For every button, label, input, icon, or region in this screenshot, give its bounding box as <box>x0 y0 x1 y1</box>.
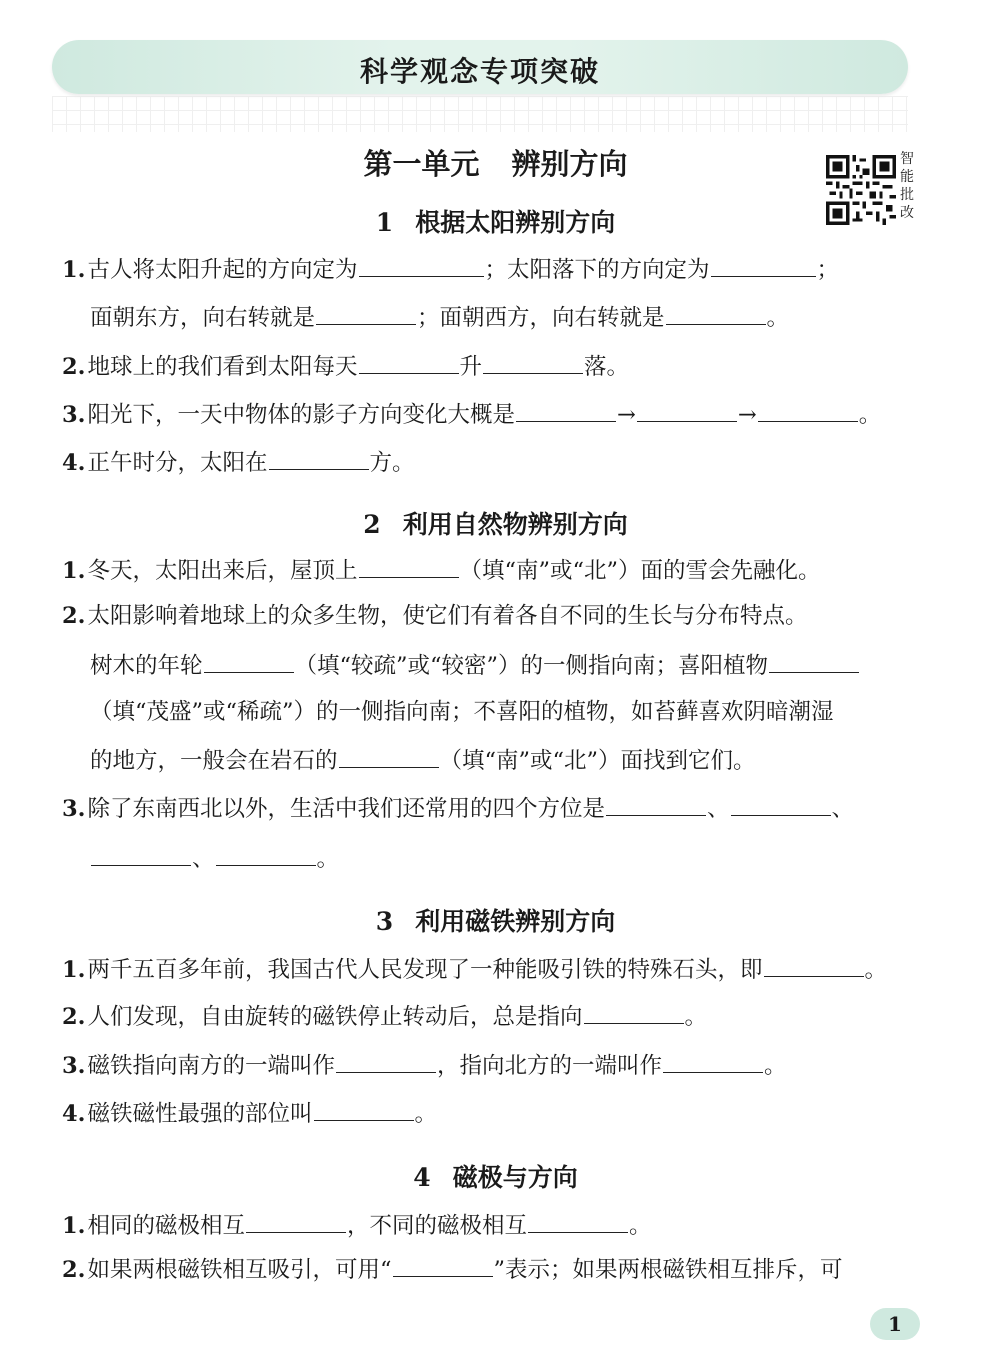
section-title: 2 利用自然物辨别方向 <box>363 510 628 539</box>
question-line: 2.人们发现，自由旋转的磁铁停止转动后，总是指向 。 <box>62 1001 707 1032</box>
answer-blank[interactable] <box>758 399 858 422</box>
answer-blank[interactable] <box>393 1254 493 1277</box>
question-line: 的地方，一般会在岩石的 （填“南”或“北”）面找到它们。 <box>90 745 756 776</box>
question-line: 3.阳光下，一天中物体的影子方向变化大概是 → → 。 <box>62 399 881 430</box>
question-line: 面朝东方，向右转就是 ；面朝西方，向右转就是 。 <box>90 302 789 333</box>
question-line: 、 。 <box>90 843 339 874</box>
question-line: 2.太阳影响着地球上的众多生物，使它们有着各自不同的生长与分布特点。 <box>62 603 808 629</box>
answer-blank[interactable] <box>336 1050 436 1073</box>
section-title: 3 利用磁铁辨别方向 <box>375 907 616 936</box>
question-line: 树木的年轮 （填“较疏”或“较密”）的一侧指向南；喜阳植物 <box>90 650 860 681</box>
answer-blank[interactable] <box>246 1210 346 1233</box>
answer-blank[interactable] <box>666 302 766 325</box>
question-line: 2.地球上的我们看到太阳每天 升 落。 <box>62 351 629 382</box>
answer-blank[interactable] <box>528 1210 628 1233</box>
decorative-grid <box>52 96 908 132</box>
question-line: 3.磁铁指向南方的一端叫作 ，指向北方的一端叫作 。 <box>62 1050 787 1081</box>
answer-blank[interactable] <box>711 254 816 277</box>
question-line: 3.除了东南西北以外，生活中我们还常用的四个方位是 、 、 <box>62 793 854 824</box>
unit-name: 辨别方向 <box>511 147 628 181</box>
unit-label: 第一单元 <box>363 147 480 181</box>
answer-blank[interactable] <box>483 351 583 374</box>
answer-blank[interactable] <box>359 351 459 374</box>
header-banner <box>52 40 908 94</box>
answer-blank[interactable] <box>91 843 191 866</box>
answer-blank[interactable] <box>584 1001 684 1024</box>
question-line: 2.如果两根磁铁相互吸引，可用“ ”表示；如果两根磁铁相互排斥，可 <box>62 1254 843 1285</box>
section-title: 1 根据太阳辨别方向 <box>375 208 616 237</box>
banner-title: 科学观念专项突破 <box>359 55 600 88</box>
answer-blank[interactable] <box>204 650 294 673</box>
question-line: （填“茂盛”或“稀疏”）的一侧指向南；不喜阳的植物，如苔藓喜欢阴暗潮湿 <box>90 699 834 725</box>
answer-blank[interactable] <box>606 793 706 816</box>
question-line: 1.两千五百多年前，我国古代人民发现了一种能吸引铁的特殊石头，即 。 <box>62 954 887 985</box>
answer-blank[interactable] <box>637 399 737 422</box>
answer-blank[interactable] <box>216 843 316 866</box>
answer-blank[interactable] <box>764 954 864 977</box>
question-line: 1.相同的磁极相互 ，不同的磁极相互 。 <box>62 1210 652 1241</box>
answer-blank[interactable] <box>269 447 369 470</box>
question-line: 4.磁铁磁性最强的部位叫 。 <box>62 1098 437 1129</box>
page-number: 1 <box>870 1308 920 1340</box>
answer-blank[interactable] <box>316 302 416 325</box>
question-line: 1.冬天，太阳出来后，屋顶上 （填“南”或“北”）面的雪会先融化。 <box>62 555 821 586</box>
answer-blank[interactable] <box>339 745 439 768</box>
question-line: 1.古人将太阳升起的方向定为 ；太阳落下的方向定为 ； <box>62 254 839 285</box>
answer-blank[interactable] <box>731 793 831 816</box>
section-title: 4 磁极与方向 <box>413 1163 578 1192</box>
answer-blank[interactable] <box>359 555 459 578</box>
answer-blank[interactable] <box>359 254 484 277</box>
answer-blank[interactable] <box>663 1050 763 1073</box>
answer-blank[interactable] <box>516 399 616 422</box>
question-line: 4.正午时分，太阳在 方。 <box>62 447 415 478</box>
qr-label: 智能批改 <box>900 151 914 221</box>
answer-blank[interactable] <box>314 1098 414 1121</box>
answer-blank[interactable] <box>769 650 859 673</box>
